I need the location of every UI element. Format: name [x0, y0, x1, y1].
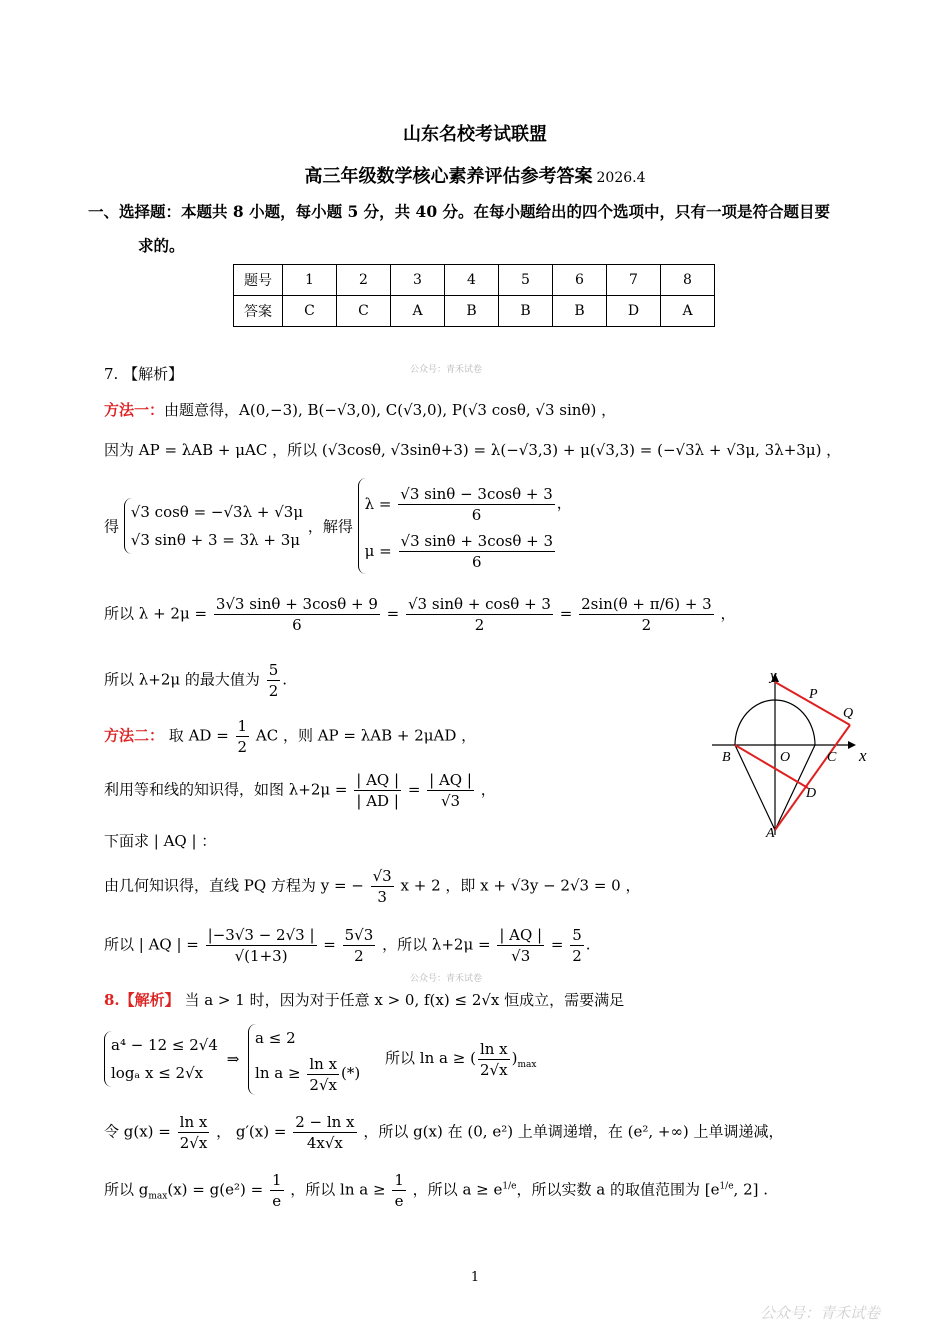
fraction [478, 1039, 510, 1080]
fraction [579, 594, 714, 635]
text: 利用等和线的知识得，如图 λ+2μ = [104, 780, 348, 799]
implies-arrow: ⇒ [226, 1050, 240, 1069]
denominator: 2√x [480, 1060, 508, 1079]
numerator: 2sin(θ + π/6) + 3 [581, 595, 712, 613]
q7-m2-line1 [104, 716, 476, 757]
denominator: 6 [471, 505, 482, 524]
numerator: 5√3 [344, 926, 374, 944]
table-cell: C [337, 296, 391, 327]
q7-m1-line1 [104, 399, 616, 420]
fraction [371, 866, 394, 907]
text: 所以 g [104, 1180, 149, 1199]
numerator: √3 [372, 867, 392, 885]
numerator: ln x [179, 1113, 208, 1131]
denominator: 2 [268, 682, 279, 700]
equation: logₐ x ≤ 2√x [111, 1064, 204, 1083]
text: 所以 | AQ | = [104, 935, 199, 954]
text: 当 a > 1 时，因为对于任意 x > 0, f(x) ≤ 2√x 恒成立，需要满足 [184, 991, 625, 1009]
fraction [354, 770, 401, 811]
q7-m1-system [104, 478, 572, 574]
numerator: | AQ | [429, 771, 472, 789]
q7-m1-line2: 因为 AP = λAB + μAC ，所以 (√3cosθ, √3sinθ+3) = λ(−√3,3) + μ(√3,3) = (−√3λ + √3μ, 3λ+3μ) ， [104, 441, 842, 459]
subscript: max [148, 1191, 168, 1202]
label-x: x [859, 746, 867, 765]
denominator: 2 [641, 616, 652, 634]
denominator: 2 [474, 616, 485, 634]
denominator: e [272, 1192, 282, 1210]
q7-m2-line3: 下面求 | AQ | ： [104, 832, 217, 850]
text: (*) [341, 1064, 361, 1082]
numerator: 3√3 sinθ + 3cosθ + 9 [215, 595, 378, 613]
text: ，所以实数 a 的取值范围为 [e [516, 1180, 720, 1199]
text: ln a ≥ [255, 1064, 301, 1082]
document-title: 山东名校考试联盟 [403, 124, 547, 145]
numerator: 5 [572, 926, 582, 944]
denominator: √3 [511, 947, 531, 965]
numerator: | AQ | [356, 771, 400, 789]
fraction [497, 925, 544, 966]
equation-system [124, 498, 303, 554]
segment-BD [735, 745, 808, 788]
text: ，所以 ln a ≥ [290, 1180, 386, 1199]
subtitle-text: 高三年级数学核心素养评估参考答案 [304, 166, 593, 187]
table-cell: 3 [391, 265, 445, 296]
denominator: 2√x [179, 1134, 208, 1152]
text: 所以 λ+2μ 的最大值为 [104, 670, 260, 689]
solution-system [358, 478, 572, 574]
numerator: ln x [479, 1039, 508, 1058]
q8-max-line [385, 1039, 537, 1079]
q7-m2-line2: 利用等和线的知识得，如图 λ+2μ = $\frac{| AQ |}{| AD |}$ = $\frac{| AQ |}{√3}$ ， [104, 771, 496, 810]
numerator: √3 sinθ − 3cosθ + 3 [400, 484, 553, 503]
numerator: 1 [237, 717, 248, 735]
table-cell: 7 [607, 265, 661, 296]
text: 令 g(x) = [104, 1122, 171, 1141]
denominator: √(1+3) [234, 947, 288, 965]
numerator: 1 [271, 1171, 282, 1189]
text: λ + 2μ = [138, 604, 208, 623]
section-heading-cont: 求的。 [138, 236, 185, 255]
fraction [307, 1054, 339, 1095]
fraction [343, 925, 376, 966]
table-cell: D [607, 296, 661, 327]
date: 2026.4 [596, 170, 646, 186]
table-row [234, 265, 715, 296]
table-cell: 8 [661, 265, 715, 296]
label-y: y [770, 668, 777, 684]
label-Q: Q [843, 706, 854, 721]
text: ，所以 g(x) 在 (0, e²) 上单调递增，在 (e², +∞) 上单调递减， [363, 1122, 784, 1141]
lhs: μ = [364, 542, 392, 560]
fraction [570, 925, 584, 966]
equation: √3 cosθ = −√3λ + √3μ [130, 503, 304, 521]
subscript: max [517, 1060, 537, 1071]
method-label: 方法一： [104, 401, 165, 419]
geometry-figure [700, 660, 875, 850]
table-cell: 6 [553, 265, 607, 296]
text: (x) = g(e²) = [167, 1180, 264, 1199]
text: x + 2 ，即 x + √3y − 2√3 = 0 ， [400, 876, 641, 895]
question-label: 8.【解析】 [104, 991, 180, 1009]
label-P: P [809, 687, 818, 702]
fraction [293, 1112, 356, 1153]
fraction [178, 1112, 210, 1153]
denominator: 6 [472, 552, 482, 571]
numerator: 1 [394, 1171, 404, 1189]
denominator: 3 [377, 888, 387, 906]
lambda-row: λ = $\frac{√3 \sin\theta - 3\cos\theta + 3}{6}$ ， [364, 484, 572, 524]
table-cell: 1 [283, 265, 337, 296]
text: AC ，则 AP = λAB + 2μAD ， [255, 726, 477, 745]
answer-table [233, 264, 715, 327]
q8-line4 [104, 1170, 768, 1211]
superscript: 1/e [502, 1181, 517, 1192]
equation-system [248, 1024, 360, 1095]
text: ) [511, 1049, 518, 1068]
watermark-text: 公众号：青禾试卷 [410, 974, 483, 984]
fraction [399, 531, 556, 572]
denominator: 2 [572, 947, 582, 965]
page-number: 1 [470, 1270, 480, 1285]
equation-text: 由题意得，A(0,−3), B(−√3,0), C(√3,0), P(√3 cosθ, √3 sinθ) ， [164, 401, 617, 419]
text: 所以 ln a ≥ ( [385, 1049, 476, 1068]
label-O: O [780, 750, 791, 765]
text: ，解得 [307, 517, 353, 536]
q8-line1 [104, 989, 624, 1010]
text: 得 [104, 517, 120, 536]
table-cell: 2 [337, 265, 391, 296]
table-cell: C [283, 296, 337, 327]
fraction [427, 770, 474, 811]
section-heading: 一、选择题：本题共 8 小题，每小题 5 分，共 40 分。在每小题给出的四个选项中，只有一项是符合题目要 [88, 202, 831, 221]
fraction [236, 716, 250, 757]
text: ， g′(x) = [216, 1122, 287, 1141]
numerator: | AQ | [499, 926, 543, 944]
fraction [206, 925, 317, 966]
numerator: 2 − ln x [295, 1113, 355, 1131]
x-axis-arrow [848, 741, 856, 749]
denominator: 4x√x [306, 1134, 343, 1152]
numerator: 5 [268, 661, 279, 679]
denominator: 2√x [309, 1075, 337, 1094]
q8-system [104, 1024, 536, 1095]
q7-m2-line4 [104, 866, 640, 907]
fraction [392, 1170, 406, 1211]
q7-title: 7. 【解析】 [104, 365, 184, 383]
q8-line3 [104, 1112, 784, 1153]
numerator: |−3√3 − 2√3 | [207, 926, 315, 944]
table-cell: 4 [445, 265, 499, 296]
document-subtitle [0, 162, 950, 188]
equation-system [104, 1031, 218, 1087]
equation [255, 1052, 360, 1095]
table-cell: B [445, 296, 499, 327]
table-header-cell: 答案 [234, 296, 283, 327]
segment-AQ [775, 725, 850, 830]
label-C: C [827, 750, 837, 765]
table-cell: A [391, 296, 445, 327]
text: , 2] . [733, 1180, 769, 1199]
watermark-text: 公众号：青禾试卷 [410, 365, 483, 375]
mu-row [365, 527, 572, 574]
denominator: 2 [237, 738, 248, 756]
denominator: 2 [354, 947, 364, 965]
numerator: √3 sinθ + 3cosθ + 3 [400, 531, 554, 550]
label-D: D [806, 786, 817, 801]
table-header-cell: 题号 [234, 265, 283, 296]
fraction [270, 1170, 284, 1211]
text: ，所以 λ+2μ = [382, 935, 491, 954]
numerator: √3 sinθ + cosθ + 3 [408, 595, 551, 613]
equation: a ≤ 2 [255, 1029, 296, 1047]
lhs: λ = [364, 495, 392, 513]
label-A: A [766, 826, 775, 841]
q7-m1-line5: 所以 λ+2μ 的最大值为 $\frac{5}{2}$ . [104, 661, 288, 700]
denominator: √3 [440, 792, 461, 810]
text: 取 AD = [168, 726, 229, 745]
equation: √3 sinθ + 3 = 3λ + 3μ [130, 531, 301, 549]
text: 所以 [104, 604, 135, 623]
text: 由几何知识得，直线 PQ 方程为 y = − [104, 876, 364, 895]
table-row [234, 296, 715, 327]
superscript: 1/e [719, 1181, 734, 1192]
fraction [406, 594, 553, 635]
method-label: 方法二： [104, 726, 165, 745]
footer-watermark: 公众号：青禾试卷 [759, 1304, 880, 1322]
q7-m1-line4: 所以 λ + 2μ = $\frac{3√3 \sin\theta + 3\cos\theta + 9}{6}$ = $\frac{√3 \sin\theta + \cos\theta + 3}{2}$ = $\frac{2\sin(\theta + \pi/6) + 3}{2}$ ， [104, 595, 736, 634]
fraction [267, 660, 281, 701]
denominator: 6 [292, 616, 302, 634]
fraction [398, 484, 555, 525]
numerator: ln x [309, 1054, 338, 1073]
table-cell: A [661, 296, 715, 327]
table-cell: B [499, 296, 553, 327]
label-B: B [722, 750, 731, 765]
equation: a⁴ − 12 ≤ 2√4 [111, 1036, 218, 1055]
text: ，所以 a ≥ e [412, 1180, 503, 1199]
fraction [214, 594, 380, 635]
q7-m2-line5: 所以 | AQ | = $\frac{|-3√3 - 2√3 |}{√(1+3)}$ = $\frac{5√3}{2}$ ，所以 λ+2μ = $\frac{| AQ |}{√3}$ = $\frac{5}{2}$ . [104, 926, 591, 965]
denominator: | AD | [356, 792, 399, 810]
table-cell: B [553, 296, 607, 327]
denominator: e [394, 1192, 404, 1210]
table-cell: 5 [499, 265, 553, 296]
